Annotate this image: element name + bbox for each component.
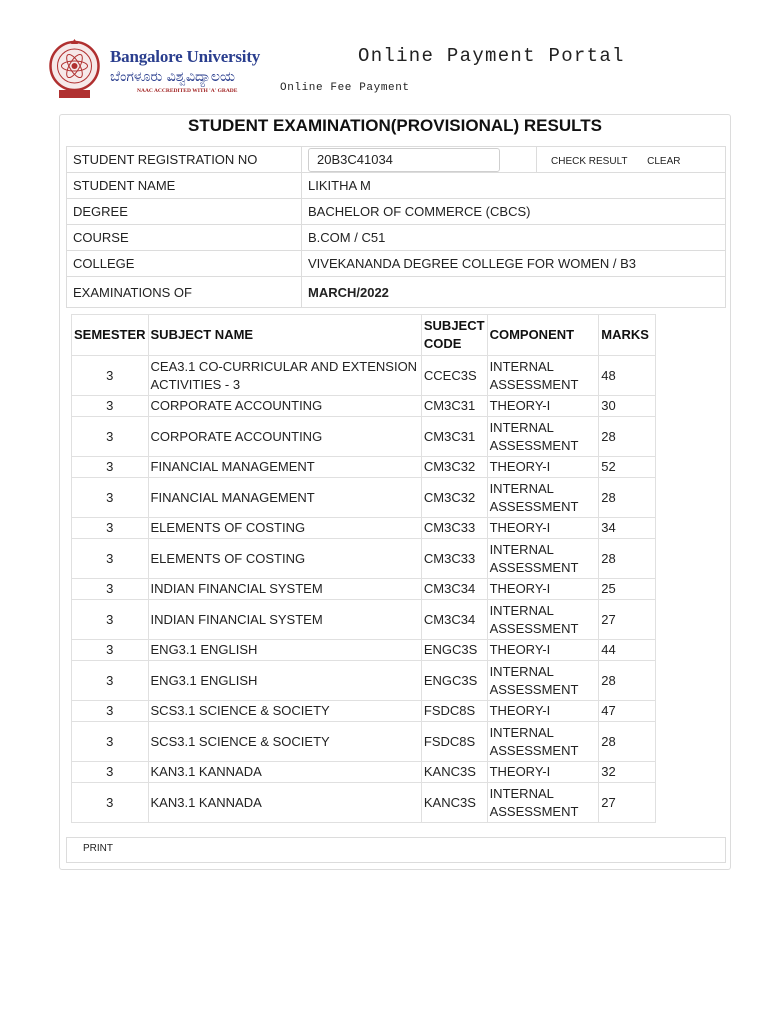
student-info-table — [66, 146, 726, 308]
row-semester: 3 — [72, 417, 149, 457]
row-subject-name: CEA3.1 CO-CURRICULAR AND EXTENSION ACTIVITIES - 3 — [148, 356, 421, 396]
row-component: INTERNAL ASSESSMENT — [487, 539, 599, 579]
row-semester: 3 — [72, 396, 149, 417]
row-component: INTERNAL ASSESSMENT — [487, 722, 599, 762]
row-component: INTERNAL ASSESSMENT — [487, 417, 599, 457]
row-subject-code: CM3C31 — [421, 396, 487, 417]
row-subject-name: FINANCIAL MANAGEMENT — [148, 478, 421, 518]
table-row — [72, 661, 656, 701]
table-row — [72, 518, 656, 539]
row-semester: 3 — [72, 518, 149, 539]
row-subject-name: ENG3.1 ENGLISH — [148, 640, 421, 661]
portal-subtitle: Online Fee Payment — [280, 82, 410, 94]
row-subject-name: CORPORATE ACCOUNTING — [148, 396, 421, 417]
row-subject-name: INDIAN FINANCIAL SYSTEM — [148, 579, 421, 600]
row-subject-name: KAN3.1 KANNADA — [148, 783, 421, 823]
row-marks: 25 — [599, 579, 656, 600]
row-marks: 27 — [599, 600, 656, 640]
row-subject-code: KANC3S — [421, 762, 487, 783]
row-subject-name: INDIAN FINANCIAL SYSTEM — [148, 600, 421, 640]
print-button[interactable]: PRINT — [83, 843, 113, 854]
col-semester: SEMESTER — [72, 315, 149, 356]
row-subject-name: KAN3.1 KANNADA — [148, 762, 421, 783]
university-emblem-icon — [47, 38, 102, 100]
table-row — [72, 722, 656, 762]
row-marks: 32 — [599, 762, 656, 783]
student-name-value: LIKITHA M — [302, 173, 726, 199]
row-component: THEORY-I — [487, 579, 599, 600]
degree-label: DEGREE — [67, 199, 302, 225]
student-name-label: STUDENT NAME — [67, 173, 302, 199]
table-row — [72, 701, 656, 722]
row-component: THEORY-I — [487, 396, 599, 417]
row-marks: 48 — [599, 356, 656, 396]
row-subject-code: CM3C32 — [421, 457, 487, 478]
row-subject-code: FSDC8S — [421, 722, 487, 762]
row-subject-code: ENGC3S — [421, 640, 487, 661]
row-marks: 28 — [599, 539, 656, 579]
col-component: COMPONENT — [487, 315, 599, 356]
row-semester: 3 — [72, 600, 149, 640]
row-component: THEORY-I — [487, 457, 599, 478]
course-label: COURSE — [67, 225, 302, 251]
row-semester: 3 — [72, 661, 149, 701]
row-semester: 3 — [72, 722, 149, 762]
university-name-kannada: ಬೆಂಗಳೂರು ವಿಶ್ವವಿದ್ಯಾಲಯ — [110, 69, 235, 85]
row-component: INTERNAL ASSESSMENT — [487, 783, 599, 823]
row-semester: 3 — [72, 701, 149, 722]
clear-button[interactable]: CLEAR — [647, 156, 681, 167]
table-row — [72, 762, 656, 783]
print-bar — [66, 837, 726, 863]
row-component: THEORY-I — [487, 762, 599, 783]
row-marks: 30 — [599, 396, 656, 417]
col-subject-code: SUBJECT CODE — [421, 315, 487, 356]
row-semester: 3 — [72, 783, 149, 823]
table-row — [72, 396, 656, 417]
college-label: COLLEGE — [67, 251, 302, 277]
row-semester: 3 — [72, 478, 149, 518]
reg-no-label: STUDENT REGISTRATION NO — [67, 147, 302, 173]
university-name: Bangalore University — [110, 47, 261, 66]
row-subject-code: CM3C31 — [421, 417, 487, 457]
results-header-row — [72, 315, 656, 356]
table-row — [72, 457, 656, 478]
row-component: INTERNAL ASSESSMENT — [487, 661, 599, 701]
exam-value: MARCH/2022 — [302, 277, 726, 308]
row-component: THEORY-I — [487, 640, 599, 661]
table-row — [72, 640, 656, 661]
row-semester: 3 — [72, 539, 149, 579]
table-row — [72, 478, 656, 518]
exam-label: EXAMINATIONS OF — [67, 277, 302, 308]
row-subject-code: FSDC8S — [421, 701, 487, 722]
portal-title: Online Payment Portal — [358, 45, 625, 67]
results-table — [71, 314, 656, 823]
col-marks: MARKS — [599, 315, 656, 356]
results-title: STUDENT EXAMINATION(PROVISIONAL) RESULTS — [188, 116, 602, 135]
row-marks: 28 — [599, 478, 656, 518]
table-row — [72, 539, 656, 579]
naac-accreditation: NAAC ACCREDITED WITH 'A' GRADE — [137, 88, 238, 94]
row-component: INTERNAL ASSESSMENT — [487, 600, 599, 640]
row-marks: 47 — [599, 701, 656, 722]
row-subject-code: CM3C34 — [421, 579, 487, 600]
row-subject-name: ELEMENTS OF COSTING — [148, 518, 421, 539]
row-subject-code: CM3C33 — [421, 539, 487, 579]
row-marks: 27 — [599, 783, 656, 823]
row-marks: 28 — [599, 661, 656, 701]
college-value: VIVEKANANDA DEGREE COLLEGE FOR WOMEN / B3 — [302, 251, 726, 277]
row-subject-code: CCEC3S — [421, 356, 487, 396]
row-subject-name: ELEMENTS OF COSTING — [148, 539, 421, 579]
row-marks: 34 — [599, 518, 656, 539]
row-subject-name: FINANCIAL MANAGEMENT — [148, 457, 421, 478]
row-subject-name: ENG3.1 ENGLISH — [148, 661, 421, 701]
row-subject-code: ENGC3S — [421, 661, 487, 701]
row-component: THEORY-I — [487, 518, 599, 539]
row-marks: 28 — [599, 722, 656, 762]
table-row — [72, 417, 656, 457]
row-semester: 3 — [72, 579, 149, 600]
row-subject-code: CM3C33 — [421, 518, 487, 539]
row-subject-name: SCS3.1 SCIENCE & SOCIETY — [148, 701, 421, 722]
row-subject-code: CM3C34 — [421, 600, 487, 640]
course-value: B.COM / C51 — [302, 225, 726, 251]
row-subject-name: CORPORATE ACCOUNTING — [148, 417, 421, 457]
row-semester: 3 — [72, 457, 149, 478]
row-semester: 3 — [72, 356, 149, 396]
row-marks: 28 — [599, 417, 656, 457]
row-subject-code: KANC3S — [421, 783, 487, 823]
table-row — [72, 356, 656, 396]
table-row — [72, 783, 656, 823]
row-component: INTERNAL ASSESSMENT — [487, 356, 599, 396]
row-marks: 52 — [599, 457, 656, 478]
col-subject-name: SUBJECT NAME — [148, 315, 421, 356]
row-semester: 3 — [72, 762, 149, 783]
row-marks: 44 — [599, 640, 656, 661]
row-subject-name: SCS3.1 SCIENCE & SOCIETY — [148, 722, 421, 762]
page-header — [0, 0, 768, 108]
table-row — [72, 579, 656, 600]
table-row — [72, 600, 656, 640]
check-result-button[interactable]: CHECK RESULT — [551, 156, 628, 167]
row-semester: 3 — [72, 640, 149, 661]
degree-value: BACHELOR OF COMMERCE (CBCS) — [302, 199, 726, 225]
row-component: THEORY-I — [487, 701, 599, 722]
row-component: INTERNAL ASSESSMENT — [487, 478, 599, 518]
reg-no-input[interactable] — [308, 148, 500, 172]
row-subject-code: CM3C32 — [421, 478, 487, 518]
